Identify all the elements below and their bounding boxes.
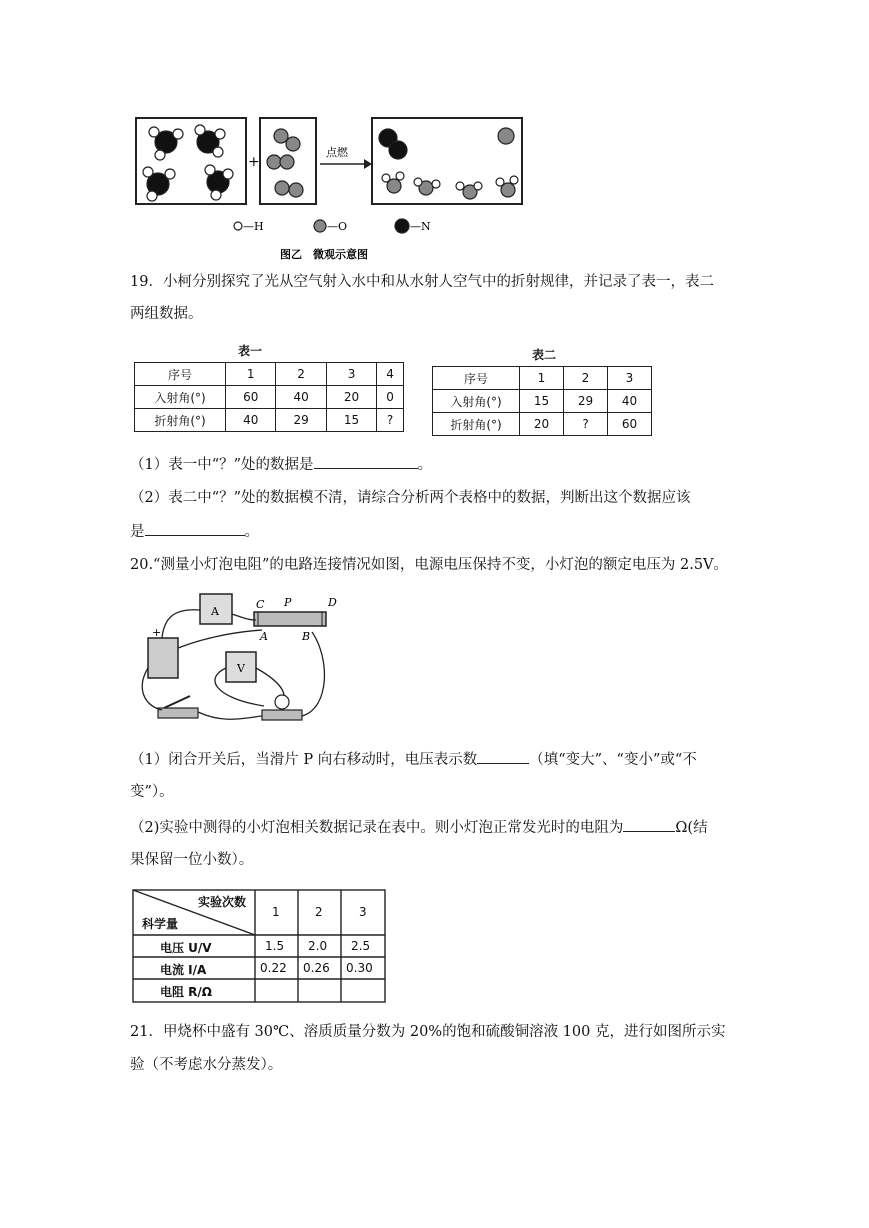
table-cell: ?	[377, 409, 404, 432]
refraction-table-2	[432, 366, 652, 436]
table-cell: 60	[226, 386, 276, 409]
q20-part1-line2: 变”）。	[130, 784, 174, 800]
table-cell: 2	[564, 367, 608, 390]
table-cell: 0.26	[303, 961, 330, 975]
row-label: 电阻 R/Ω	[160, 985, 213, 999]
diag-header-top: 实验次数	[198, 895, 247, 909]
battery-plus: +	[152, 626, 162, 639]
plus-sign: +	[248, 154, 260, 170]
row-label: 电流 I/A	[160, 963, 207, 977]
q20-part2-line2: 果保留一位小数）。	[130, 852, 254, 868]
answer-blank	[314, 454, 418, 469]
table-cell: 折射角(°)	[135, 409, 226, 432]
table-cell: 2	[276, 363, 326, 386]
q19-part2: （2）表二中“？”处的数据模不清，请综合分析两个表格中的数据，判断出这个数据应该	[130, 490, 691, 506]
legend-o: —O	[327, 220, 348, 233]
table-cell: 0.22	[260, 961, 287, 975]
table-cell: 0	[377, 386, 404, 409]
figure-caption: 图乙 微观示意图	[280, 248, 368, 261]
switch	[158, 708, 198, 718]
q19-part1-end: 。	[417, 457, 433, 473]
table-cell: 入射角(°)	[433, 390, 520, 413]
q20-part2	[130, 817, 708, 838]
answer-blank	[145, 521, 245, 536]
q20-part1	[130, 749, 697, 770]
q20-part1-text: （1）闭合开关后，当滑片 P 向右移动时，电压表示数	[130, 752, 478, 768]
terminal-a: A	[260, 630, 268, 643]
q21-stem-line1: 21．甲烧杯中盛有 30℃、溶质质量分数为 20%的饱和硫酸铜溶液 100 克，进行如图所示实	[130, 1024, 726, 1040]
terminal-b: B	[302, 630, 311, 643]
table-cell: 序号	[433, 367, 520, 390]
table-cell: 1	[520, 367, 564, 390]
diag-header-bottom: 科学量	[142, 917, 179, 931]
q19-stem-line2: 两组数据。	[130, 306, 203, 322]
q19-part1	[130, 454, 432, 475]
table-cell: 1.5	[265, 939, 285, 953]
table-cell: 入射角(°)	[135, 386, 226, 409]
q19-part2-line2	[130, 521, 259, 542]
table-cell: 0.30	[346, 961, 373, 975]
table-cell: 60	[608, 413, 652, 436]
table-cell: 1	[226, 363, 276, 386]
circuit-diagram-svg	[134, 588, 344, 730]
q19-part2b-text: 是	[130, 524, 145, 540]
row-label: 电压 U/V	[160, 941, 212, 955]
terminal-d: D	[328, 596, 337, 609]
micro-diagram-figure	[130, 112, 530, 264]
q20-stem: 20.“测量小灯泡电阻”的电路连接情况如图，电源电压保持不变，小灯泡的额定电压为 2.5V。	[130, 557, 729, 573]
legend-h: —H	[243, 220, 264, 233]
table-cell: 29	[564, 390, 608, 413]
table-cell: 15	[520, 390, 564, 413]
table-cell: 20	[520, 413, 564, 436]
table-cell: 2.0	[308, 939, 328, 953]
circuit-diagram-figure	[134, 588, 344, 730]
table2-title: 表二	[532, 348, 557, 362]
table1-title: 表一	[238, 344, 263, 358]
table-cell: 2.5	[351, 939, 371, 953]
lamp-data-table	[132, 889, 386, 1003]
col-header: 3	[359, 905, 367, 919]
slider-p: P	[284, 596, 292, 609]
legend-n: —N	[410, 220, 431, 233]
bulb-base	[262, 710, 302, 720]
q20-part2-end: Ω(结	[675, 820, 708, 836]
refraction-table-1	[134, 362, 404, 432]
voltmeter-label: V	[237, 662, 245, 675]
table-cell: 折射角(°)	[433, 413, 520, 436]
answer-blank	[623, 817, 675, 832]
q19-part1-text: （1）表一中“？”处的数据是	[130, 457, 314, 473]
molecule-o2	[267, 129, 303, 197]
arrow-label: 点燃	[326, 146, 348, 159]
q19-part2b-end: 。	[244, 524, 259, 540]
q20-part2-text: （2)实验中测得的小灯泡相关数据记录在表中。则小灯泡正常发光时的电阻为	[130, 820, 624, 836]
table-cell: 20	[326, 386, 376, 409]
bulb	[275, 695, 289, 709]
table-cell: 3	[326, 363, 376, 386]
ammeter-label: A	[211, 605, 219, 618]
molecule-nh3	[143, 125, 233, 201]
col-header: 2	[315, 905, 323, 919]
terminal-c: C	[256, 598, 265, 611]
table-cell: 15	[326, 409, 376, 432]
q19-stem-line1: 19．小柯分别探究了光从空气射入水中和从水射人空气中的折射规律，并记录了表一，表二	[130, 274, 714, 290]
table-cell: ?	[564, 413, 608, 436]
table-cell: 4	[377, 363, 404, 386]
table-cell: 29	[276, 409, 326, 432]
table-cell: 序号	[135, 363, 226, 386]
q20-part1-end: （填“变大”、“变小”或“不	[529, 752, 697, 768]
table-cell: 40	[226, 409, 276, 432]
rheostat	[254, 612, 326, 626]
q21-stem-line2: 验（不考虑水分蒸发）。	[130, 1057, 283, 1073]
table-cell: 3	[608, 367, 652, 390]
col-header: 1	[272, 905, 280, 919]
table-cell: 40	[608, 390, 652, 413]
battery	[148, 638, 178, 678]
micro-diagram-svg	[130, 112, 530, 264]
table-cell: 40	[276, 386, 326, 409]
answer-blank	[477, 749, 529, 764]
